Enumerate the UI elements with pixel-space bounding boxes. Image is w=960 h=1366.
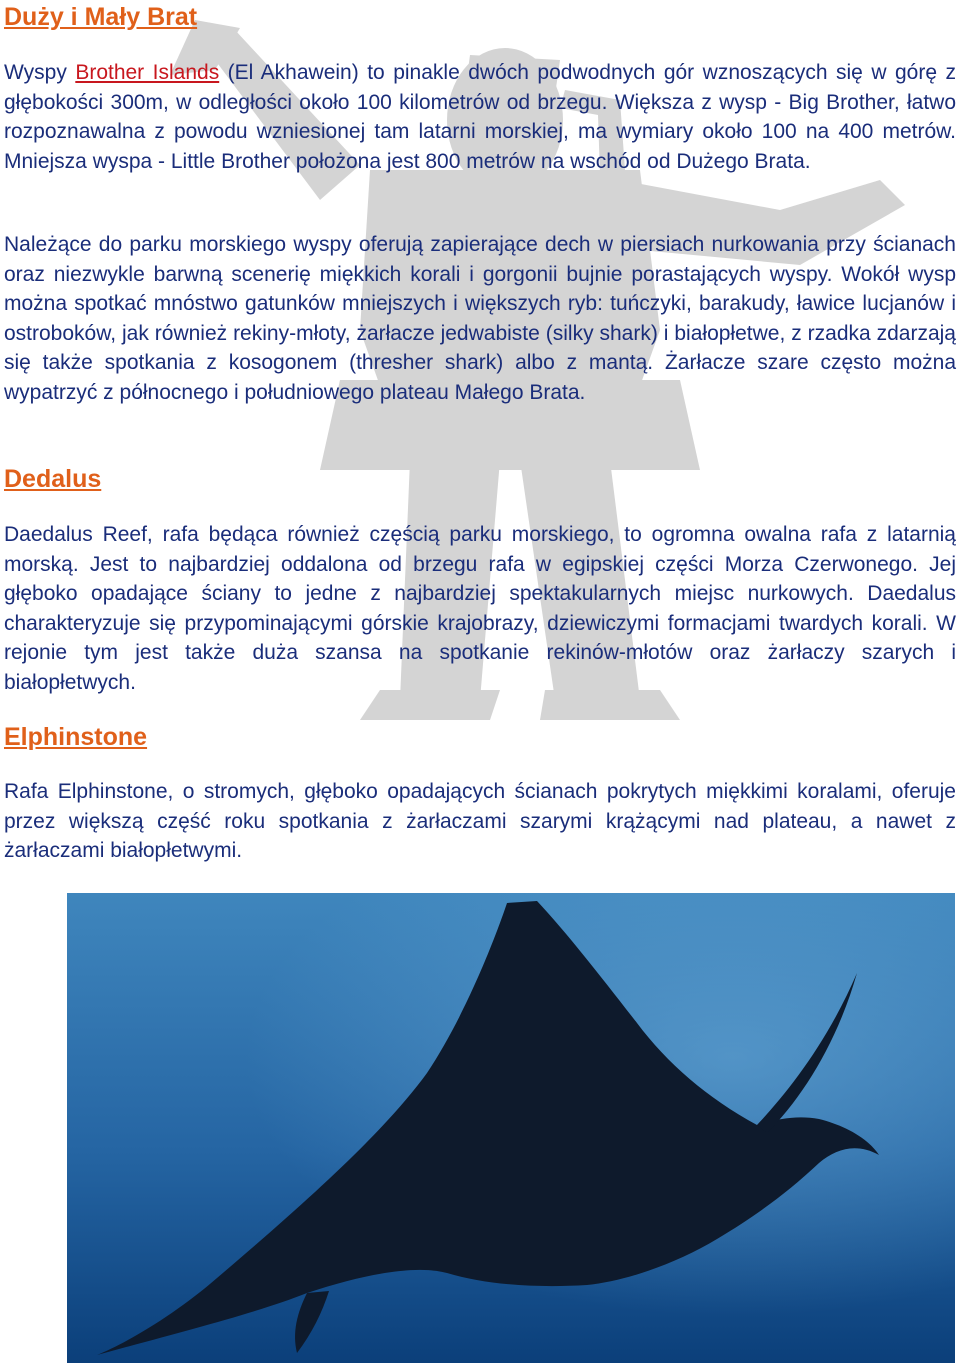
section-title-brothers[interactable]: Duży i Mały Brat — [4, 3, 198, 31]
brother-islands-link[interactable]: Brother Islands — [75, 61, 220, 84]
paragraph-prefix: Wyspy — [4, 61, 76, 84]
paragraph-rest: (El Akhawein) to pinakle dwóch podwodnych gór wznoszących się w górę z głębokości 300m, w odległości około 100 kilometrów od brzegu. Większa z wysp - Big Brother, łatwo rozpoznawalna z powodu wzniesionej tam latarni morskiej, ma wymiary około 100 na 400 metrów. Mniejsza wyspa - Little Brother położona jest 800 metrów na wschód od Dużego Brata. — [4, 61, 956, 173]
section-title-dedalus[interactable]: Dedalus — [4, 465, 102, 493]
paragraph-dedalus: Daedalus Reef, rafa będąca również częścią parku morskiego, to ogromna owalna rafa z latarnią morską. Jest to najbardziej oddalona od brzegu rafa w egipskiej części Morza Czerwonego. Jej głęboko opadające ściany to jedne z najbardziej spektakularnych miejsc nurkowych. Daedalus charakteryzuje się przypominającymi górskie krajobrazy, dziewiczymi formacjami twardych korali. W rejonie tym jest także duża szansa na spotkanie rekinów-młotów oraz żarłaczy szarych i białopłetwych. — [4, 523, 956, 694]
paragraph-elphinstone: Rafa Elphinstone, o stromych, głęboko opadających ścianach pokrytych miękkimi koralami, oferuje przez większą część roku spotkania z żarłaczami szarymi krążącymi nad plateau, a nawet z żarłaczami białopłetwymi. — [4, 780, 956, 862]
section-title-elphinstone[interactable]: Elphinstone — [4, 723, 148, 751]
manta-ray-photo — [67, 893, 955, 1363]
paragraph-brothers-marine-park: Należące do parku morskiego wyspy oferują zapierające dech w piersiach nurkowania przy ścianach oraz niezwykle barwną scenerię miękkich korali i gorgonii bujnie porastających wyspy. Wokół wysp można spotkać mnóstwo gatunków mniejszych i większych ryb: tuńczyki, barakudy, ławice lucjanów i ostroboków, jak również rekiny-młoty, żarłacze jedwabiste (silky shark) i białopłetwe, z rzadka zdarzają się także spotkania z kosogonem (thresher shark) albo z mantą. Żarłacze szare często można wypatrzyć z północnego i południowego plateau Małego Brata. — [4, 233, 956, 404]
paragraph-brothers-intro — [4, 58, 956, 176]
